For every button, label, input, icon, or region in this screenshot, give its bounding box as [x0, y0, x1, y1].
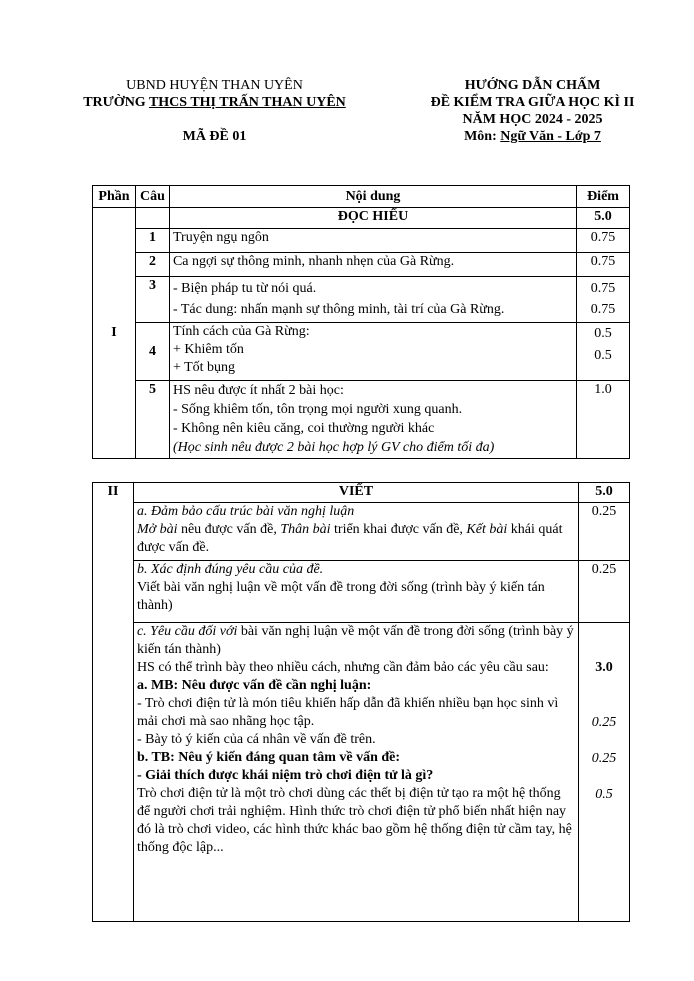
- criterion-part: khái quát được vấn đề.: [136, 522, 563, 555]
- school-year: NĂM HỌC 2024 - 2025: [462, 112, 603, 127]
- tb-text: Trò chơi điện tử là một trò chơi dùng các thết bị điện tử tạo ra một hệ thống để người chơi trải nghiệm. Hình thức trò chơi điện tử phổ biến nhất hiện nay đó là trò chơi video, các hình thức khác bao gồm hệ thống điện tử cầm tay, hệ thống độc lập...: [136, 786, 572, 855]
- criterion-term: Thân bài: [280, 522, 331, 537]
- school-name: [62, 94, 367, 111]
- section-title: ĐỌC HIỂU: [169, 208, 576, 229]
- subject-prefix: Môn:: [464, 129, 501, 144]
- subject: [410, 128, 655, 145]
- col-header-content: Nội dung: [169, 186, 576, 208]
- tb-score: 0.5: [595, 787, 613, 802]
- answer-text: [169, 277, 576, 323]
- criterion-term: Kết bài: [466, 522, 508, 537]
- question-number: 3: [135, 277, 169, 323]
- criterion-text: Viết bài văn nghị luận về một vấn đề trong đời sống (trình bày ý kiến tán thành): [136, 580, 545, 613]
- criterion-a: [133, 503, 578, 561]
- criterion-part: triển khai được vấn đề,: [330, 522, 467, 537]
- doc-title: HƯỚNG DẪN CHẤM: [464, 78, 601, 93]
- mb-title: a. MB: Nêu được vấn đề cần nghị luận:: [136, 678, 372, 693]
- criterion-text: [137, 521, 575, 557]
- subject-underlined: Ngữ Văn - Lớp 7: [500, 129, 601, 144]
- school-prefix: TRƯỜNG: [83, 95, 149, 110]
- criterion-intro: HS có thể trình bày theo nhiều cách, nhưng cần đảm bảo các yêu cầu sau:: [136, 660, 549, 675]
- part-cell: II: [93, 483, 134, 922]
- tb-item: - Giải thích được khái niệm trò chơi điện tử là gì?: [136, 768, 434, 783]
- mb-item: - Trò chơi điện tử là món tiêu khiển hấp dẫn đã khiến nhiều bạn học sinh vì mải chơi mà sao nhãng học tập.: [136, 696, 559, 729]
- answer-line: Tính cách của Gà Rừng:: [172, 324, 310, 339]
- district-name: UBND HUYỆN THAN UYÊN: [126, 78, 303, 93]
- mb-item: - Bày tỏ ý kiến của cá nhân về vấn đề trên.: [136, 732, 376, 747]
- score-line: 0.75: [590, 302, 616, 317]
- mb-score: 0.25: [591, 715, 617, 730]
- score-line: 0.5: [594, 326, 612, 341]
- answer-line: - Sống khiêm tốn, tôn trọng mọi người xung quanh.: [172, 402, 463, 417]
- question-number: 4: [135, 323, 169, 381]
- score-line: 0.5: [594, 348, 612, 363]
- criterion-score: 0.25: [579, 503, 630, 561]
- answer-text: Ca ngợi sự thông minh, nhanh nhẹn của Gà Rừng.: [169, 253, 576, 277]
- criterion-title: [137, 623, 575, 659]
- criterion-title: b. Xác định đúng yêu cầu của đề.: [136, 562, 324, 577]
- answer-note: (Học sinh nêu được 2 bài học hợp lý GV cho điểm tối đa): [172, 440, 495, 455]
- col-header-part: Phần: [93, 186, 136, 208]
- answer-score: [577, 323, 630, 381]
- criterion-b: [133, 561, 578, 623]
- exam-code: MÃ ĐỀ 01: [182, 129, 247, 144]
- answer-line: - Không nên kiêu căng, coi thường người khác: [172, 421, 435, 436]
- header-left: [62, 77, 367, 145]
- section-score: 5.0: [577, 208, 630, 229]
- answer-score: 0.75: [577, 229, 630, 253]
- col-header-question: Câu: [135, 186, 169, 208]
- mb-score: 0.25: [591, 751, 617, 766]
- question-number: 2: [135, 253, 169, 277]
- part-cell: I: [93, 208, 136, 459]
- criterion-score: 3.0: [595, 660, 613, 675]
- answer-score: 1.0: [577, 381, 630, 459]
- exam-title: ĐỀ KIỂM TRA GIỮA HỌC KÌ II: [430, 95, 635, 110]
- question-number: 1: [135, 229, 169, 253]
- criterion-part: nêu được vấn đề,: [177, 522, 281, 537]
- answer-score: [577, 277, 630, 323]
- answer-line: HS nêu được ít nhất 2 bài học:: [172, 383, 344, 398]
- answer-text: Truyện ngụ ngôn: [169, 229, 576, 253]
- grading-table-reading: [92, 185, 630, 459]
- tb-title: b. TB: Nêu ý kiến đáng quan tâm về vấn đề:: [136, 750, 401, 765]
- header-right: [410, 77, 655, 145]
- answer-score: 0.75: [577, 253, 630, 277]
- answer-line: + Khiêm tốn: [172, 342, 244, 357]
- criterion-c-scores: [579, 623, 630, 922]
- answer-text: [169, 381, 576, 459]
- grading-table-writing: [92, 482, 630, 922]
- criterion-c: [133, 623, 578, 922]
- answer-line: - Tác dung: nhấn mạnh sự thông minh, tài trí của Gà Rừng.: [172, 302, 505, 317]
- answer-line: + Tốt bụng: [172, 360, 236, 375]
- answer-line: - Biện pháp tu từ nói quá.: [172, 281, 317, 296]
- criterion-title-italic: c. Yêu cầu đối với: [136, 624, 238, 639]
- criterion-title-rest: bài văn nghị luận về một vấn đề trong đời sống (trình bày ý kiến tán thành): [136, 624, 574, 657]
- score-line: 0.75: [590, 281, 616, 296]
- criterion-term: Mở bài: [136, 522, 178, 537]
- school-name-underlined: THCS THỊ TRẤN THAN UYÊN: [148, 95, 346, 110]
- col-header-score: Điểm: [577, 186, 630, 208]
- section-title: VIẾT: [133, 483, 578, 503]
- empty-cell: [135, 208, 169, 229]
- answer-text: [169, 323, 576, 381]
- criterion-score: 0.25: [579, 561, 630, 623]
- section-score: 5.0: [579, 483, 630, 503]
- criterion-title: a. Đảm bảo cấu trúc bài văn nghị luận: [136, 504, 355, 519]
- question-number: 5: [135, 381, 169, 459]
